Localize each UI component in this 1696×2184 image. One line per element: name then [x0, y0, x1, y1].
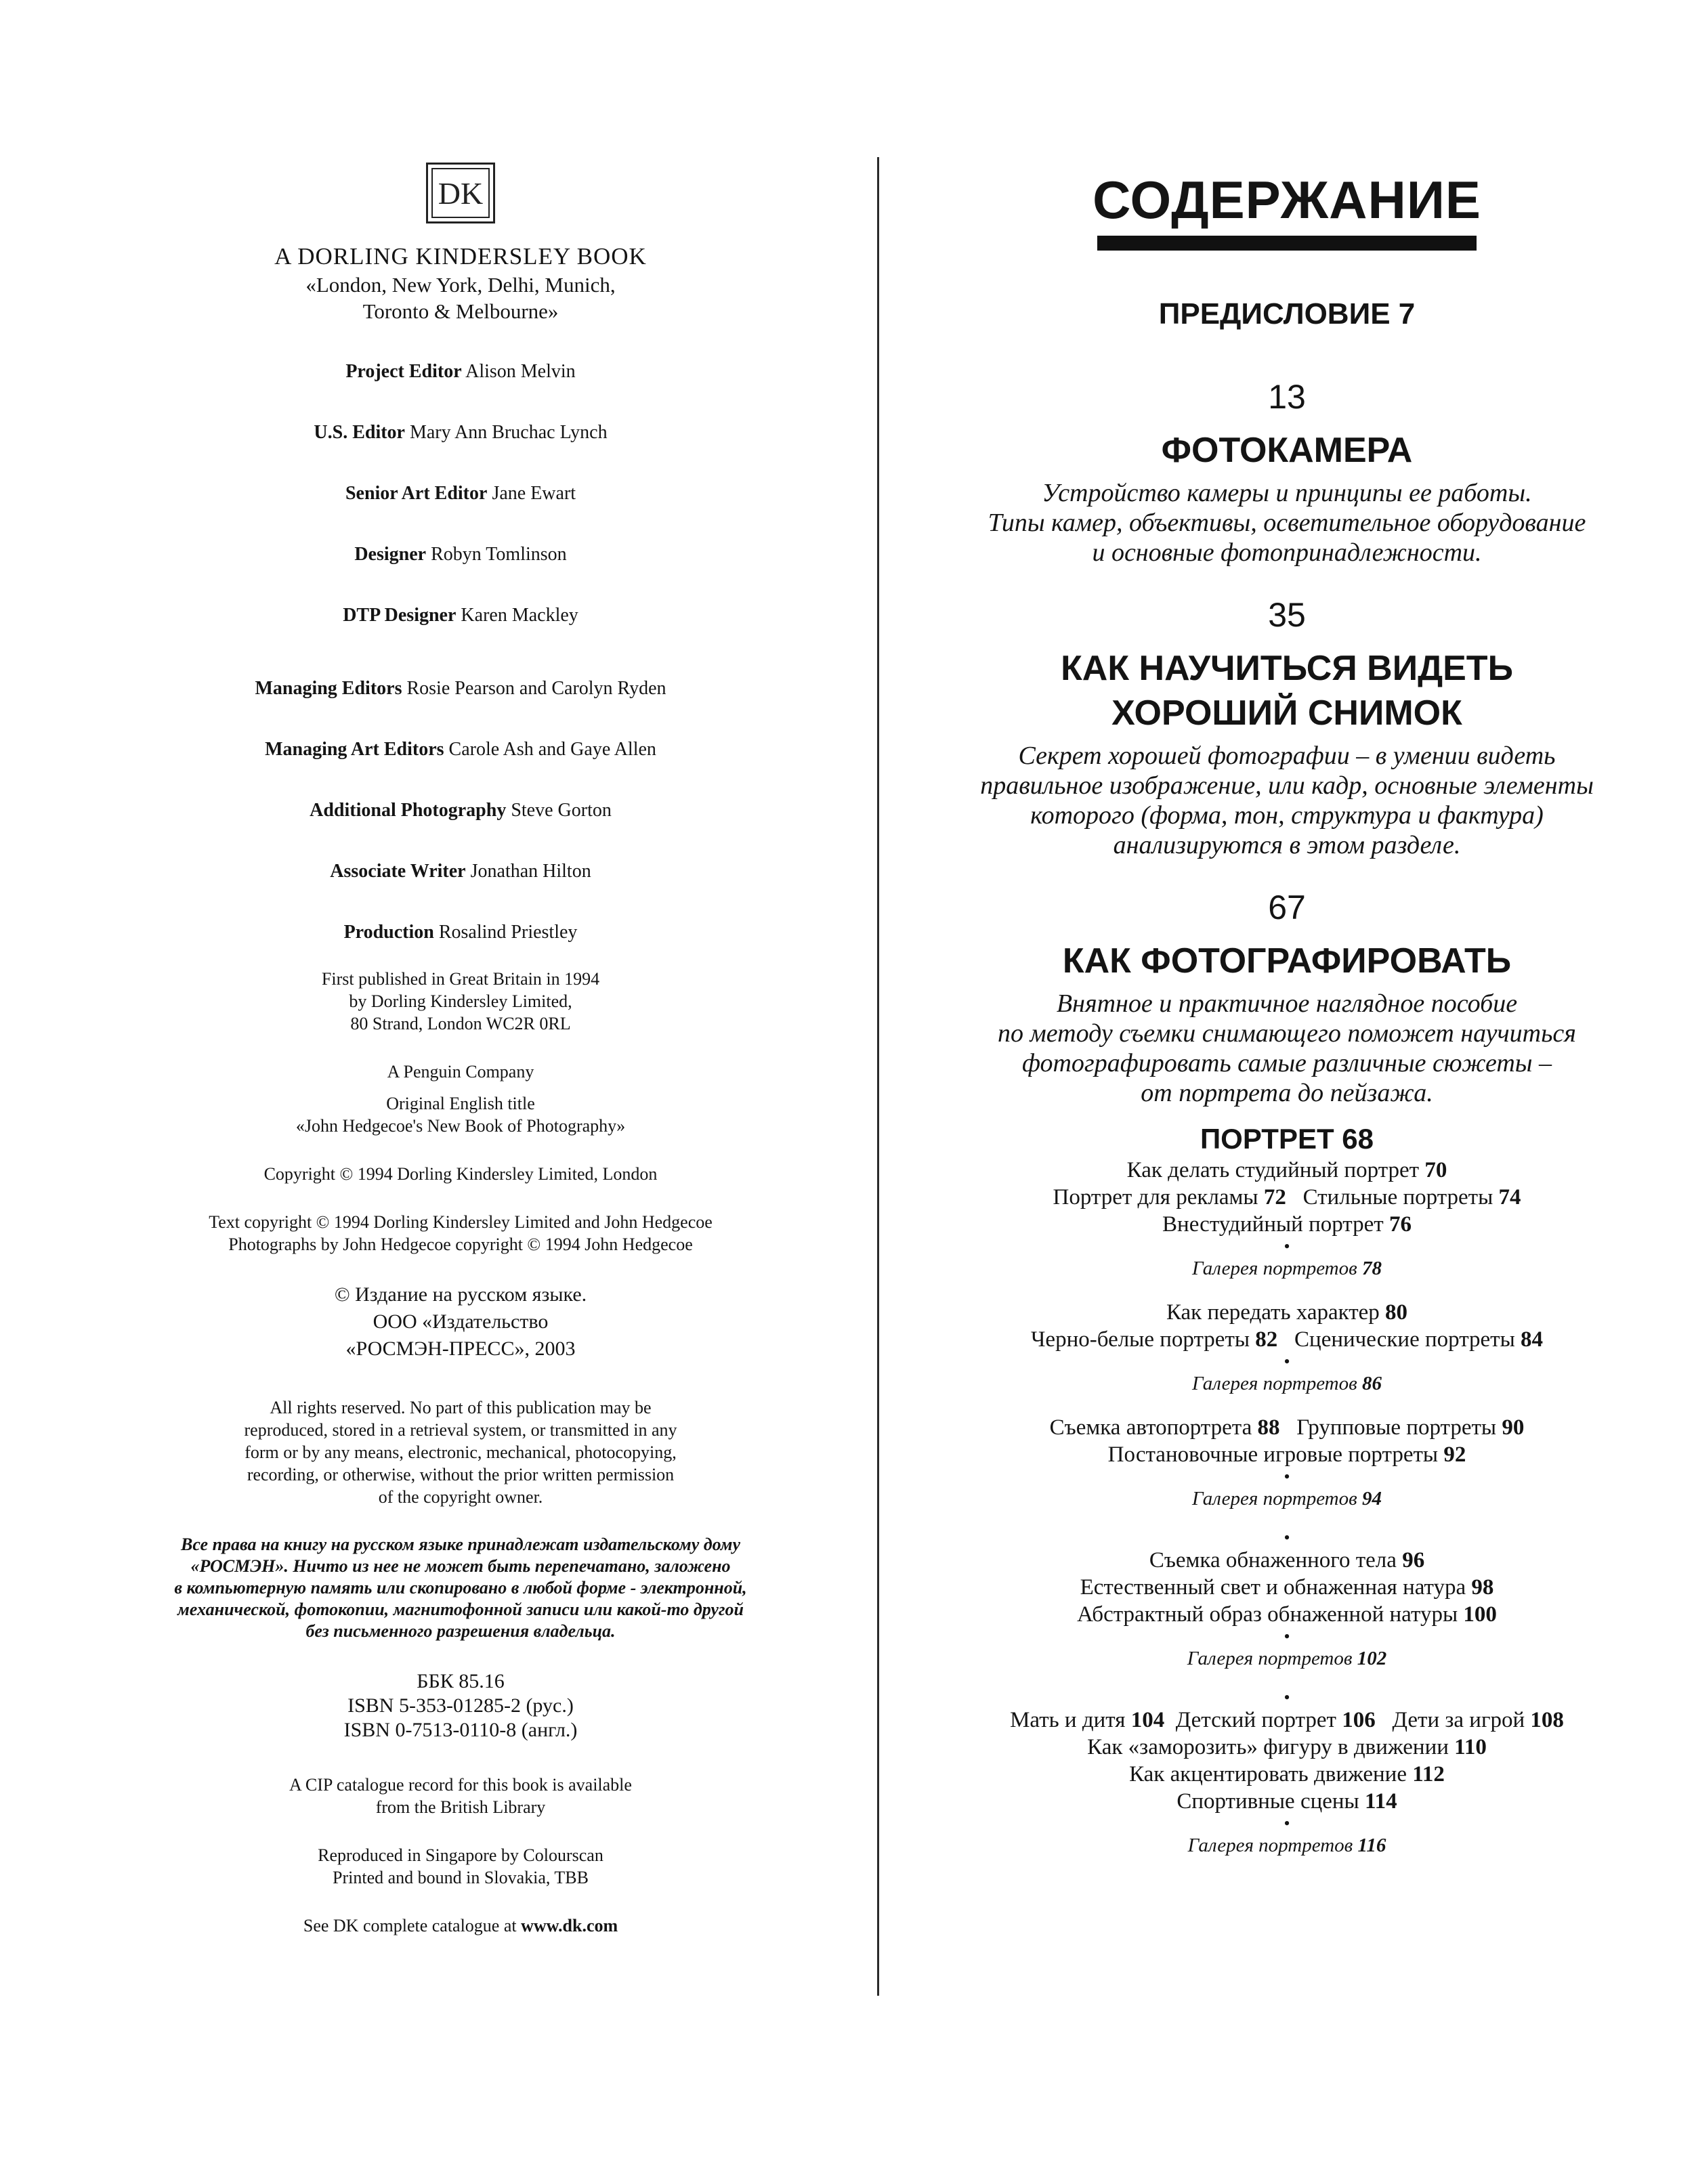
entry-page: 72: [1263, 1185, 1286, 1209]
entry-page: 78: [1361, 1258, 1382, 1279]
credit-name: Mary Ann Bruchac Lynch: [409, 422, 608, 443]
cities-line: «London, New York, Delhi, Munich,: [305, 273, 616, 297]
toc-entry-outdoor[interactable]: [1162, 1212, 1412, 1237]
entry-title: Сценические портреты: [1294, 1327, 1515, 1352]
isbn-en: ISBN 0-7513-0110-8 (англ.): [343, 1719, 578, 1741]
toc-section-camera[interactable]: [908, 377, 1666, 568]
section-page: 35: [1268, 596, 1306, 634]
entry-page: 98: [1471, 1575, 1494, 1600]
dk-logo-text: DK: [438, 176, 484, 211]
rights-line: All rights reserved. No part of this publication may be: [270, 1398, 652, 1417]
credit-name: Jane Ewart: [492, 483, 576, 504]
entry-page: 76: [1388, 1212, 1412, 1237]
credit-role: Production: [343, 922, 434, 943]
entry-title: Галерея портретов: [1192, 1258, 1357, 1279]
entry-page: 106: [1342, 1708, 1376, 1732]
entry-page: 96: [1402, 1548, 1425, 1572]
original-title-line: «John Hedgecoe's New Book of Photography»: [295, 1116, 626, 1136]
russian-edition-line: «РОСМЭН-ПРЕСС», 2003: [345, 1337, 576, 1360]
russian-edition-line: ООО «Издательство: [373, 1310, 549, 1333]
entry-page: 74: [1498, 1185, 1521, 1209]
credit-name: Robyn Tomlinson: [431, 544, 567, 565]
russian-edition: [88, 1281, 833, 1363]
toc-entry-ads[interactable]: [1053, 1185, 1286, 1209]
entry-page: 116: [1357, 1835, 1386, 1856]
toc-line: [908, 1734, 1666, 1761]
cip-line: from the British Library: [375, 1797, 546, 1817]
entry-title: Дети за игрой: [1392, 1708, 1525, 1732]
toc-line: [908, 1707, 1666, 1734]
toc-entry-sports[interactable]: [1176, 1789, 1397, 1814]
section-description: [908, 989, 1666, 1108]
isbn-ru: ISBN 5-353-01285-2 (рус.): [347, 1694, 574, 1717]
section-title: КАК ФОТОГРАФИРОВАТЬ: [1062, 941, 1512, 981]
dk-logo-icon: [428, 165, 493, 221]
publisher-name: A DORLING KINDERSLEY BOOK: [274, 243, 647, 270]
credit-role: Designer: [354, 544, 427, 565]
column-divider: [877, 157, 879, 1996]
rights-line: «РОСМЭН». Ничто из нее не может быть перепечатано, заложено: [190, 1556, 731, 1576]
section-page: 67: [1268, 888, 1306, 926]
section-title: ФОТОКАМЕРА: [1161, 431, 1413, 470]
toc-line: [908, 1184, 1666, 1211]
portrait-group-4: [908, 1529, 1666, 1671]
bullet-separator: •: [1284, 1814, 1290, 1833]
entry-title: Абстрактный образ обнаженной натуры: [1077, 1602, 1458, 1627]
toc-entry-freeze[interactable]: [1087, 1735, 1487, 1759]
entry-title: Спортивные сцены: [1176, 1789, 1359, 1814]
portrait-group-5: [908, 1689, 1666, 1858]
toc-line: [908, 1788, 1666, 1815]
description-line: Секрет хорошей фотографии – в умении видеть: [1018, 742, 1556, 770]
toc-section-seeing[interactable]: [908, 595, 1666, 860]
credit-us-editor: [88, 421, 833, 445]
toc-preface[interactable]: ПРЕДИСЛОВИЕ 7: [1158, 297, 1416, 330]
credit-role: Associate Writer: [330, 861, 466, 882]
toc-entry-mother[interactable]: [1010, 1708, 1164, 1732]
rights-line: в компьютерную память или скопировано в любой форме - электронной,: [174, 1578, 747, 1598]
original-title-line: Original English title: [386, 1094, 535, 1113]
toc-entry-stage[interactable]: [1294, 1327, 1543, 1352]
entry-title: Съемка обнаженного тела: [1149, 1548, 1397, 1572]
credit-name: Jonathan Hilton: [470, 861, 591, 882]
entry-title: Как «заморозить» фигуру в движении: [1087, 1735, 1449, 1759]
description-line: Внятное и практичное наглядное пособие: [1056, 989, 1518, 1018]
toc-entry-abstract[interactable]: [1077, 1602, 1497, 1627]
entry-title: Портрет для рекламы: [1053, 1185, 1258, 1209]
entry-title: Детский портрет: [1175, 1708, 1336, 1732]
toc-line: [908, 1761, 1666, 1788]
entry-title: Групповые портреты: [1296, 1415, 1497, 1440]
credit-name: Rosie Pearson and Carolyn Ryden: [406, 678, 666, 699]
entry-page: 90: [1502, 1415, 1525, 1440]
toc-entry-gallery[interactable]: [908, 1256, 1666, 1281]
description-line: анализируются в этом разделе.: [1113, 831, 1461, 859]
entry-title: Постановочные игровые портреты: [1107, 1442, 1439, 1467]
entry-page: 100: [1463, 1602, 1497, 1627]
section-title: [908, 646, 1666, 735]
entry-page: 92: [1443, 1442, 1466, 1467]
entry-title: Стильные портреты: [1302, 1185, 1493, 1209]
entry-title: Черно-белые портреты: [1030, 1327, 1250, 1352]
entry-title: Как передать характер: [1166, 1300, 1380, 1325]
portrait-group-3: [908, 1414, 1666, 1512]
russian-edition-line: © Издание на русском языке.: [334, 1283, 587, 1306]
credit-senior-art-editor: [88, 481, 833, 506]
credit-role: Additional Photography: [310, 800, 507, 821]
section-title-line: КАК НАУЧИТЬСЯ ВИДЕТЬ: [1061, 649, 1513, 688]
reproduction-line: Printed and bound in Slovakia, TBB: [333, 1868, 589, 1887]
imprint-column: [88, 163, 833, 1937]
toc-entry-child[interactable]: [1176, 1708, 1376, 1732]
bibliographic-codes: [88, 1669, 833, 1742]
portrait-group-2: [908, 1299, 1666, 1396]
entry-title: Как делать студийный портрет: [1126, 1158, 1420, 1182]
credit-name: Carole Ash and Gaye Allen: [448, 739, 656, 760]
rights-line: of the copyright owner.: [378, 1487, 543, 1507]
rights-line: Все права на книгу на русском языке принадлежат издательскому дому: [181, 1535, 740, 1554]
first-published: [88, 968, 833, 1035]
toc-entry-gallery[interactable]: [908, 1371, 1666, 1396]
original-title: [88, 1092, 833, 1137]
entry-page: 80: [1385, 1300, 1408, 1325]
credit-name: Karen Mackley: [461, 605, 578, 626]
entry-page: 102: [1357, 1648, 1387, 1669]
cip-line: A CIP catalogue record for this book is available: [289, 1775, 632, 1795]
toc-line: [908, 1299, 1666, 1326]
description-line: Типы камер, объективы, осветительное оборудование: [988, 509, 1586, 537]
text-copyright: [88, 1211, 833, 1256]
toc-entry-staged[interactable]: [1108, 1442, 1466, 1467]
cities-line: Toronto & Melbourne»: [362, 299, 559, 323]
entry-title: Как акцентировать движение: [1129, 1762, 1407, 1786]
first-published-line: by Dorling Kindersley Limited,: [349, 991, 572, 1011]
credit-dtp-designer: [88, 603, 833, 628]
toc-entry-stylish[interactable]: [1303, 1185, 1521, 1209]
entry-page: 84: [1521, 1327, 1544, 1352]
rights-english: [88, 1396, 833, 1508]
credit-production: [88, 920, 833, 945]
toc-entry-gallery[interactable]: [908, 1833, 1666, 1858]
bullet-separator: •: [1284, 1627, 1290, 1646]
copyright-notice: Copyright © 1994 Dorling Kindersley Limited, London: [263, 1164, 658, 1184]
catalogue-link[interactable]: www.dk.com: [521, 1916, 618, 1935]
section-title-line: ХОРОШИЙ СНИМОК: [1111, 693, 1462, 733]
entry-title: Естественный свет и обнаженная натура: [1080, 1575, 1466, 1600]
entry-title: Галерея портретов: [1187, 1835, 1353, 1856]
toc-line: [908, 1547, 1666, 1574]
first-published-line: First published in Great Britain in 1994: [321, 969, 600, 989]
credit-name: Steve Gorton: [511, 800, 612, 821]
description-line: правильное изображение, или кадр, основные элементы: [980, 771, 1594, 800]
cip-record: [88, 1774, 833, 1818]
credit-name: Rosalind Priestley: [438, 922, 578, 943]
entry-title: Галерея портретов: [1192, 1373, 1357, 1394]
portrait-group-1: [908, 1157, 1666, 1281]
toc-line: [908, 1326, 1666, 1353]
entry-page: 86: [1361, 1373, 1382, 1394]
description-line: от портрета до пейзажа.: [1141, 1079, 1433, 1107]
bullet-separator: •: [1284, 1688, 1290, 1707]
entry-title: Мать и дитя: [1010, 1708, 1126, 1732]
reproduction-note: [88, 1844, 833, 1889]
toc-section-how-to[interactable]: [908, 887, 1666, 1108]
penguin-company: A Penguin Company: [387, 1062, 534, 1082]
credit-role: Project Editor: [345, 361, 462, 382]
credit-role: Senior Art Editor: [345, 483, 488, 504]
text-copyright-line: Photographs by John Hedgecoe copyright © 1994 John Hedgecoe: [228, 1235, 693, 1254]
description-line: фотографировать самые различные сюжеты –: [1021, 1049, 1552, 1077]
toc-line: [908, 1211, 1666, 1238]
rights-line: механической, фотокопии, магнитофонной записи или какой-то другой: [177, 1600, 744, 1619]
credit-name: Alison Melvin: [465, 361, 576, 382]
toc-entry-motion[interactable]: [1129, 1762, 1445, 1786]
first-published-line: 80 Strand, London WC2R 0RL: [350, 1014, 571, 1033]
entry-title: Галерея портретов: [1187, 1648, 1353, 1669]
entry-page: 114: [1364, 1789, 1397, 1814]
bullet-separator: •: [1284, 1237, 1290, 1256]
toc-entry-group[interactable]: [1296, 1415, 1524, 1440]
toc-entry-nude[interactable]: [1149, 1548, 1424, 1572]
credit-role: U.S. Editor: [314, 422, 405, 443]
reproduction-line: Reproduced in Singapore by Colourscan: [318, 1845, 603, 1865]
contents-title: СОДЕРЖАНИЕ: [1093, 170, 1481, 230]
toc-portrait-heading[interactable]: ПОРТРЕТ 68: [1200, 1123, 1374, 1155]
credit-role: Managing Editors: [255, 678, 402, 699]
credit-role: DTP Designer: [343, 605, 457, 626]
section-description: [908, 741, 1666, 860]
credit-associate-writer: [88, 859, 833, 884]
bbk-code: ББК 85.16: [417, 1670, 505, 1692]
entry-page: 82: [1255, 1327, 1278, 1352]
contents-column: [908, 163, 1666, 1876]
section-description: [908, 478, 1666, 568]
toc-entry-natural[interactable]: [1080, 1575, 1494, 1600]
description-line: по методу съемки снимающего поможет научиться: [998, 1019, 1576, 1048]
credit-additional-photography: [88, 798, 833, 823]
description-line: которого (форма, тон, структура и фактура): [1030, 801, 1544, 830]
bullet-separator: •: [1284, 1467, 1290, 1486]
credit-project-editor: [88, 360, 833, 384]
entry-page: 110: [1454, 1735, 1487, 1759]
description-line: и основные фотопринадлежности.: [1092, 538, 1482, 567]
entry-page: 104: [1130, 1708, 1165, 1732]
toc-entry-gallery[interactable]: [908, 1646, 1666, 1671]
rights-line: reproduced, stored in a retrieval system, or transmitted in any: [244, 1420, 677, 1440]
credit-managing-art-editors: [88, 737, 833, 762]
entry-title: Съемка автопортрета: [1049, 1415, 1252, 1440]
credit-designer: [88, 542, 833, 567]
toc-entry-character[interactable]: [1166, 1300, 1407, 1325]
entry-title: Галерея портретов: [1192, 1488, 1357, 1509]
bullet-separator: •: [1284, 1528, 1290, 1547]
catalogue-prefix: See DK complete catalogue at: [303, 1916, 517, 1935]
entry-page: 94: [1361, 1488, 1382, 1509]
toc-entry-bw[interactable]: [1031, 1327, 1277, 1352]
text-copyright-line: Text copyright © 1994 Dorling Kindersley Limited and John Hedgecoe: [209, 1212, 713, 1232]
dk-logo: [426, 163, 495, 223]
rights-line: recording, or otherwise, without the prior written permission: [247, 1465, 675, 1484]
entry-page: 108: [1530, 1708, 1564, 1732]
toc-entry-self[interactable]: [1050, 1415, 1280, 1440]
bullet-separator: •: [1284, 1352, 1290, 1371]
toc-line: [908, 1157, 1666, 1184]
entry-page: 88: [1257, 1415, 1280, 1440]
toc-entry-studio[interactable]: [1127, 1158, 1447, 1182]
rights-line: без письменного разрешения владельца.: [305, 1621, 616, 1641]
publisher-cities: [88, 272, 833, 324]
toc-line: [908, 1414, 1666, 1441]
credit-role: Managing Art Editors: [265, 739, 444, 760]
entry-page: 112: [1412, 1762, 1445, 1786]
entry-page: 70: [1424, 1158, 1447, 1182]
section-page: 13: [1268, 378, 1306, 416]
entry-title: Внестудийный портрет: [1162, 1212, 1384, 1237]
title-underline-bar: [1097, 236, 1477, 251]
toc-entry-kids[interactable]: [1392, 1708, 1563, 1732]
rights-line: form or by any means, electronic, mechanical, photocopying,: [245, 1442, 677, 1462]
toc-line: [908, 1601, 1666, 1628]
toc-line: [908, 1441, 1666, 1468]
catalogue-line: [88, 1914, 833, 1937]
toc-entry-gallery[interactable]: [908, 1486, 1666, 1512]
toc-line: [908, 1574, 1666, 1601]
description-line: Устройство камеры и принципы ее работы.: [1042, 479, 1532, 507]
rights-russian: [88, 1534, 833, 1642]
credit-managing-editors: [88, 677, 833, 701]
